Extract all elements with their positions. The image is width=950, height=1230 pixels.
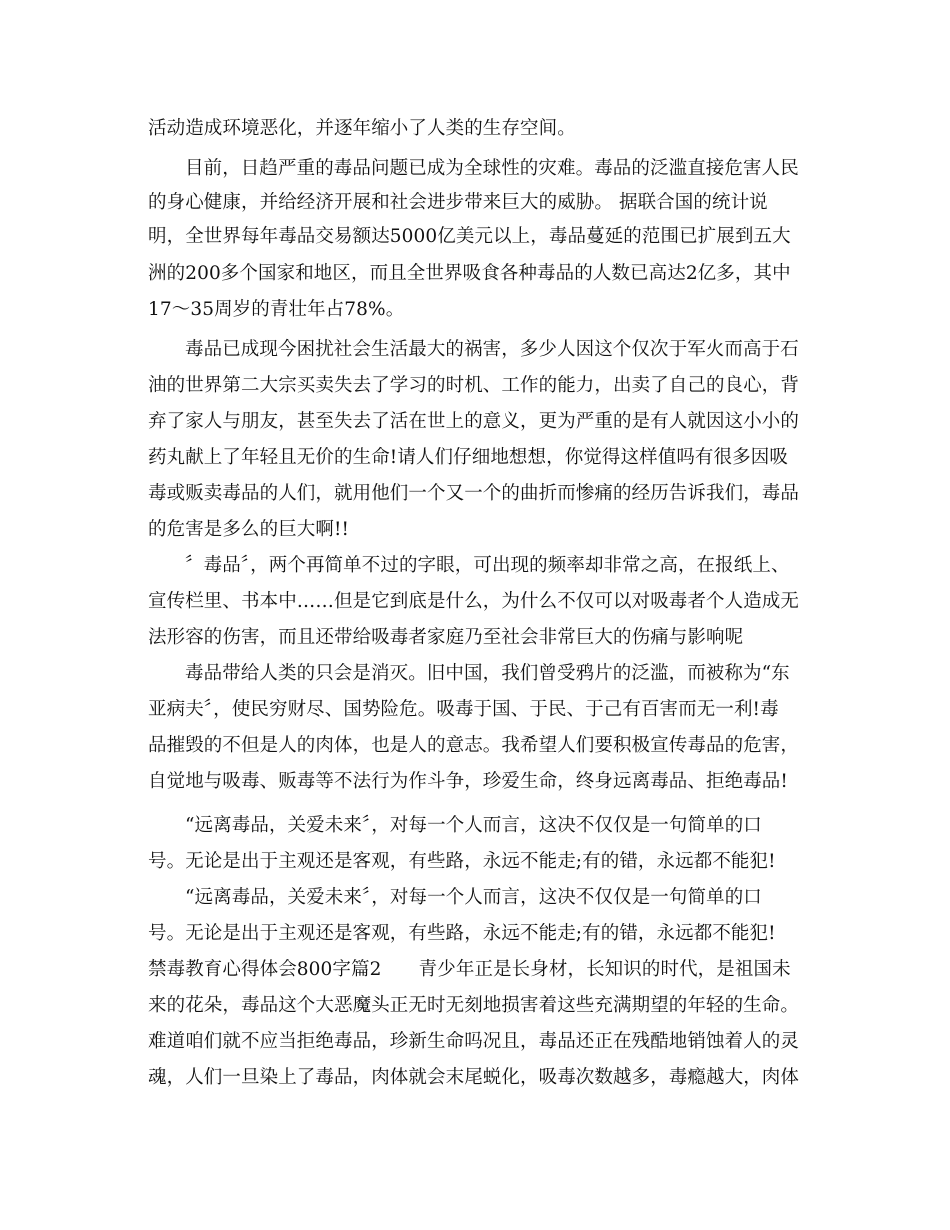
text-line: 药丸献上了年轻且无价的生命!请人们仔细地想想，你觉得这样值吗有很多因吸 (148, 447, 788, 468)
paragraph-line: 目前，日趋严重的毒品问题已成为全球性的灾难。毒品的泛滥直接危害人民 (185, 158, 799, 179)
text-line: 洲的200多个国家和地区，而且全世界吸食各种毒品的人数已高达2亿多，其中 (148, 263, 791, 284)
text-line: 17～35周岁的青壮年占78%。 (148, 299, 405, 320)
text-line: 宣传栏里、书本中……但是它到底是什么，为什么不仅可以对吸毒者个人造成无 (148, 591, 800, 612)
text-line: 品摧毁的不但是人的肉体，也是人的意志。我希望人们要积极宣传毒品的危害， (148, 735, 800, 756)
text-line: 难道咱们就不应当拒绝毒品，珍新生命吗况且，毒品还正在残酷地销蚀着人的灵 (148, 1031, 800, 1052)
text-line: 法形容的伤害，而且还带给吸毒者家庭乃至社会非常巨大的伤痛与影响呢 (148, 627, 744, 648)
text-line: 亚病夫〞，使民穷财尽、国势险危。吸毒于国、于民、于己有百害而无一利!毒 (148, 699, 779, 720)
text-line: 魂，人们一旦染上了毒品，肉体就会末尾蜕化，吸毒次数越多，毒瘾越大，肉体 (148, 1067, 800, 1088)
paragraph-line: 毒品已成现今困扰社会生活最大的祸害，多少人因这个仅次于军火而高于石 (185, 339, 799, 360)
text-line: 活动造成环境恶化，并逐年缩小了人类的生存空间。 (148, 118, 576, 139)
text-line: 弃了家人与朋友，甚至失去了活在世上的意义，更为严重的是有人就因这小小的 (148, 411, 800, 432)
text-line: 毒或贩卖毒品的人们，就用他们一个又一个的曲折而惨痛的经历告诉我们，毒品 (148, 483, 800, 504)
paragraph-line: 毒品带给人类的只会是消灭。旧中国，我们曾受鸦片的泛滥，而被称为“东 (185, 663, 790, 684)
section-heading-line: 禁毒教育心得体会800字篇2 青少年正是长身材，长知识的时代，是祖国未 (148, 959, 791, 980)
paragraph-line: “远离毒品，关爱未来〞，对每一个人而言，这决不仅仅是一句简单的口 (185, 815, 762, 836)
text-line: 的危害是多么的巨大啊!! (148, 519, 350, 540)
text-line: 号。无论是出于主观还是客观，有些路，永远不能走;有的错，永远都不能犯! (148, 923, 776, 944)
paragraph-line: 〞毒品〞，两个再简单不过的字眼，可出现的频率却非常之高，在报纸上、 (185, 555, 790, 576)
paragraph-line: “远离毒品，关爱未来〞，对每一个人而言，这决不仅仅是一句简单的口 (185, 887, 762, 908)
text-line: 的身心健康，并给经济开展和社会进步带来巨大的威胁。 据联合国的统计说 (148, 192, 768, 213)
text-line: 明，全世界每年毒品交易额达5000亿美元以上，毒品蔓延的范围已扩展到五大 (148, 226, 791, 247)
text-line: 来的花朵，毒品这个大恶魔头正无时无刻地损害着这些充满期望的年轻的生命。 (148, 995, 800, 1016)
text-line: 油的世界第二大宗买卖失去了学习的时机、工作的能力，出卖了自己的良心，背 (148, 375, 800, 396)
text-line: 自觉地与吸毒、贩毒等不法行为作斗争，珍爱生命，终身远离毒品、拒绝毒品! (148, 771, 788, 792)
text-line: 号。无论是出于主观还是客观，有些路，永远不能走;有的错，永远都不能犯! (148, 851, 776, 872)
